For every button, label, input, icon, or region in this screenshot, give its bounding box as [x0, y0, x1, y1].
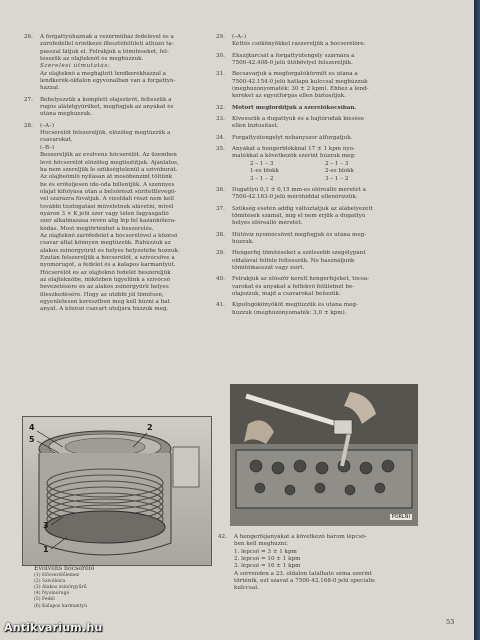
text-line	[216, 153, 416, 160]
step-text: A hengerfejanyákat a következő három lépcső-	[234, 534, 367, 540]
figure-label-3: 3	[43, 521, 49, 530]
step-text: további tisztogatási műveletnek alávetni, mivel	[40, 203, 174, 210]
text-line	[24, 49, 210, 56]
step-number: 40.	[216, 276, 225, 283]
text-line	[24, 174, 210, 181]
step-text: Hócserélőt és az olajteknő fedelét beszereljük	[40, 269, 171, 276]
text-line	[24, 167, 210, 174]
step-text: Ezután felszereljük a hócserélőt, a szivócsöve a	[40, 254, 175, 261]
text-line	[216, 258, 416, 265]
text-line	[24, 41, 210, 48]
step-text: A forgattyúháznak a vezérműház fedelével és a	[40, 34, 174, 40]
text-line	[216, 41, 416, 48]
text-line	[24, 85, 210, 92]
step-text: 7500-42.408-0 jelű ütőbövlyel felszereljük.	[232, 60, 353, 67]
step-text: az olajteknőbe, miközben ügyelünk a szivócső	[40, 277, 171, 283]
step-line	[216, 71, 416, 78]
step-text: húzzuk.	[232, 238, 254, 245]
step-text: 7500-42.163-0 jelű mérőhiddal ellenőrizzük.	[232, 194, 358, 201]
step-text: csavar által könnyen megtűzzük. Ráhúzzuk az	[40, 240, 171, 247]
step-text: tömítőmasszát vagy zsírt.	[232, 264, 305, 271]
step-text: egyenletesen keresztben meg kell húzni a bat	[40, 299, 170, 306]
step-text: be és erőteljesen ide-oda billentjük. A szennyes	[40, 181, 175, 188]
step-text: (meghúzónyomaték: 30 ± 2 kpm). Ehhez a lend-	[232, 86, 369, 93]
text-line	[216, 291, 416, 298]
step-text: olajat kifolyása után a belsőrészt sűrítettlevegő-	[40, 188, 177, 195]
step-text: (–A–)	[40, 122, 54, 129]
step-text: Kipufogókönyököt megtűzzük és utána meg-	[232, 302, 358, 309]
text-line	[216, 213, 416, 220]
step-text: nyáron 3 × K jelű szer vagy télen fagyásgátló	[40, 210, 169, 217]
step-line	[216, 53, 416, 60]
step-text: húzzuk (meghúzónyomaték: 3,0 ± kpm).	[232, 309, 347, 316]
step-text: olajozzuk, majd a csavarokat beüzzük.	[232, 290, 341, 297]
step-text: utána meghúzzuk.	[40, 111, 92, 118]
text-line	[24, 71, 210, 78]
step-text: bevezetésére és az alakos zsinórgyűrű helyes	[40, 284, 169, 291]
figure-legend	[34, 566, 94, 610]
step-42-block	[218, 534, 375, 593]
legend-item: (4) Nyomórugó	[34, 591, 70, 597]
table-cell: 2 – 1 – 3	[250, 160, 274, 167]
left-column	[24, 34, 210, 314]
book-edge	[474, 0, 480, 640]
legend-item: (5) Fedél	[34, 597, 55, 603]
step-line	[24, 34, 210, 41]
text-line	[218, 571, 375, 578]
step-text: 3. lépcső = 16 ± 1 kpm	[234, 563, 301, 570]
text-line	[216, 60, 416, 67]
text-line	[24, 137, 210, 144]
table-cell: 3 – 1 – 2	[250, 175, 274, 182]
step-text: vel szárazra fúvatjuk. A vízoldali részt nem kell	[40, 196, 174, 203]
step-line	[24, 97, 210, 104]
legend-items	[34, 573, 94, 610]
step-text: Az olajbeömlő nyílásán át mosóbenzint töltünk	[40, 174, 173, 181]
step-text: Az olajteknő zárófedelet a hócserélővel a közéső	[40, 232, 178, 239]
text-line	[216, 79, 416, 86]
text-line	[218, 556, 375, 563]
step-text: anyát. A közéső csavart utoljára húzzuk meg.	[40, 306, 169, 313]
heat-exchanger-drawing	[23, 417, 211, 565]
text-line	[216, 284, 416, 291]
section-subheading: Szerelési útmutatás:	[40, 63, 111, 70]
text-line	[216, 86, 416, 93]
step-text: 1. lépcső = 3 ± 1 kpm	[234, 548, 297, 555]
text-line	[24, 145, 210, 152]
step-line	[216, 276, 416, 283]
text-line	[216, 310, 416, 317]
legend-title: Evolvens hőcserélő	[34, 565, 95, 572]
step-text: helyes előreálló méretét.	[232, 220, 303, 227]
step-text: Behelyezzük a komplett olajszűrőt, felteszük a	[40, 96, 172, 103]
step-text: lendkerék-oldalon egyvonalban van a forgattyú-	[40, 78, 176, 85]
watermark-logo: Antikvarium.hu	[4, 621, 103, 634]
text-line	[218, 563, 375, 570]
step-text: házzal.	[40, 85, 60, 92]
step-line	[216, 116, 416, 123]
text-line	[24, 306, 210, 313]
step-text: Becsavarjuk a megforgatókörmöt és utána a	[232, 71, 358, 78]
step-text: ha nem szereljük le szükségtelenül a szivóburát.	[40, 166, 178, 173]
step-text: Kivesszük a dugattyúk és a hajtórudak kiesése	[232, 116, 365, 123]
step-text: Beszereljük az evolvens hőcserélőt. Az üzemben	[40, 152, 177, 159]
step-text: alakos zsinórgyűrűt és helyes helyzetébe hozzuk.	[40, 247, 180, 254]
text-line	[24, 152, 210, 159]
step-text: (–B–)	[40, 144, 55, 151]
text-line	[24, 182, 210, 189]
text-line	[24, 240, 210, 247]
figure-label-1: 1	[43, 545, 49, 554]
step-text: varokat és anyákat a felfekvő felületnél be-	[232, 283, 355, 290]
step-number: 35.	[216, 146, 225, 153]
text-line	[24, 111, 210, 118]
step-text: Szükség esetén addig változtatjuk az alábelyezett	[232, 205, 373, 212]
step-number: 27.	[24, 96, 33, 103]
text-line	[24, 255, 210, 262]
step-text: Motort megfordítjuk a szerelőkocsiban.	[232, 104, 357, 111]
step-text: Hócserélőt felszereljük, előzőleg megtűzzük a	[40, 130, 171, 137]
step-text: lévő hőcserélőt előzőleg megtisztítjuk. Ajánlatos,	[40, 159, 179, 166]
figure-label-2: 2	[147, 423, 153, 432]
table-row	[250, 168, 400, 175]
step-line	[218, 534, 375, 541]
step-text: illeszkedésére. Hogy az utóbbi jól tömítsen,	[40, 291, 164, 298]
table-cell: 2 – 1 – 3	[325, 160, 349, 167]
step-number: 41.	[216, 302, 225, 309]
step-number: 30.	[216, 52, 225, 59]
step-text: rugós alátétgyűrűket, megfogjuk az anyákat és	[40, 104, 174, 111]
step-text: oldalával felfelé feltesszük. Ne használjunk	[232, 257, 355, 264]
text-line	[24, 130, 210, 137]
step-number: 31.	[216, 71, 225, 78]
legend-item: (6) Kalapos karmantyú	[34, 603, 88, 609]
step-number: 28.	[24, 122, 33, 129]
step-text: Az olajteknő a meghajtott lendkerékházzal a	[40, 70, 166, 77]
step-text: Dugattyú 0,1 ± 0,15 mm-es előreálló méretét a	[232, 186, 366, 193]
text-line	[24, 160, 210, 167]
text-line	[24, 226, 210, 233]
text-line	[24, 284, 210, 291]
step-text: kulccsal.	[234, 585, 259, 592]
text-line	[24, 211, 210, 218]
table-cell: 2-es blokk	[325, 168, 354, 175]
text-line	[24, 292, 210, 299]
step-number: 33.	[216, 116, 225, 123]
step-line	[216, 135, 416, 142]
step-line	[216, 187, 416, 194]
page-number: 53	[446, 618, 455, 626]
text-line	[24, 262, 210, 269]
step-text: keréket az egyutforgás ellen biztosítjuk.	[232, 93, 346, 100]
text-line	[216, 194, 416, 201]
step-text: 2. lépcső = 10 ± 1 kpm	[234, 556, 301, 563]
step-number: 32.	[216, 104, 225, 111]
step-number: 29.	[216, 34, 225, 40]
step-text: szer alkalmazása révén alig lép fel kazánkőlera-	[40, 218, 177, 225]
step-text: (–A–)	[232, 34, 246, 40]
step-text: csavarokat.	[40, 137, 73, 144]
table-cell: 3 – 1 – 2	[325, 175, 349, 182]
step-line	[216, 34, 416, 41]
legend-item: (2) Szivóbúra	[34, 578, 66, 584]
step-text: tesszük az olajteknőt és meghúzzuk.	[40, 56, 144, 63]
step-number: 38.	[216, 231, 225, 238]
text-line	[216, 123, 416, 130]
step-line	[216, 302, 416, 309]
text-line	[24, 270, 210, 277]
text-line	[218, 585, 375, 592]
step-text: tömítések számát, míg el nem érjük a dugattyú	[232, 212, 366, 219]
step-text: Kettős csőkönyökkel rászereljük a hócserélőre.	[232, 41, 366, 48]
text-line	[24, 233, 210, 240]
table-row	[250, 161, 400, 168]
text-line	[24, 104, 210, 111]
step-text: Felrakjuk az először kerelt hengerfejeket, tócsa-	[232, 276, 370, 283]
step-line	[216, 250, 416, 257]
heat-exchanger-figure	[22, 416, 212, 566]
step-line	[216, 206, 416, 213]
step-number: 26.	[24, 34, 33, 40]
cylinder-head-photo	[230, 384, 418, 526]
text-line	[24, 56, 210, 63]
legend-item: (1) Hőcserélőlemez	[34, 572, 80, 578]
step-number: 42.	[218, 534, 227, 540]
step-line	[216, 146, 416, 153]
step-text: zárófedéllel érintkező illesztőfelületi áthúzó ta-	[40, 41, 174, 48]
step-text: ben kell meghúzni:	[234, 541, 288, 548]
text-line	[24, 248, 210, 255]
step-number: 36.	[216, 186, 225, 193]
text-line	[216, 220, 416, 227]
text-line	[24, 189, 210, 196]
step-number: 34.	[216, 134, 225, 141]
bank-order-table	[250, 161, 400, 183]
step-text: A sorrenden a 23. oldalon található séma szerint	[234, 570, 372, 577]
text-line	[24, 277, 210, 284]
step-text: Ékszíjtárcsát a forgattyútengely szárnára a	[232, 52, 355, 59]
step-line	[216, 105, 416, 112]
step-text: történik, ezt szavat a 7500-42.168-0 jelű speciális	[234, 578, 375, 585]
text-line	[24, 204, 210, 211]
text-line	[218, 541, 375, 548]
photo-tag: PORLNI	[391, 514, 410, 520]
step-text: 7500-42.154-0 jelű hatlapú kulccsal meghúzzuk	[232, 78, 368, 85]
step-text: ellen biztosítást.	[232, 123, 279, 130]
step-text: matékkal a következők szerint húzzuk meg:	[232, 153, 356, 160]
text-line	[216, 265, 416, 272]
step-text: Forgattyútengelyt nebányszor átforgatjuk.	[232, 134, 353, 141]
figure-label-5: 5	[29, 435, 35, 444]
table-cell: 1-es blokk	[250, 168, 279, 175]
engine-photo-drawing	[230, 384, 418, 526]
text-line	[24, 299, 210, 306]
text-line	[218, 549, 375, 556]
text-line	[216, 93, 416, 100]
step-text: passzal látjuk el. Felrakjuk a tömítéseket, fel-	[40, 48, 169, 55]
text-line	[218, 578, 375, 585]
text-line	[24, 78, 210, 85]
step-line	[216, 232, 416, 239]
table-row	[250, 176, 400, 183]
step-text: kódás. Most megtörténhet a beszerelés.	[40, 225, 154, 232]
step-line	[24, 123, 210, 130]
text-line	[24, 218, 210, 225]
step-text: nyomórugót, a fedelet és a kalapos karmantyút.	[40, 262, 176, 269]
legend-item: (3) Alakos zsinórgyűrű	[34, 585, 87, 590]
step-text: Hengerfej tömítéseket a szélesebb szegélypánt	[232, 250, 366, 257]
figure-label-4: 4	[29, 423, 35, 432]
text-line	[216, 239, 416, 246]
text-line	[24, 196, 210, 203]
step-text: Hűtővíz nyomócsövét megfogjuk és utána meg-	[232, 231, 367, 238]
step-text: Anyákat a hengerblokknál 17 ± 1 kpm nyo-	[232, 146, 355, 153]
step-number: 39.	[216, 250, 225, 257]
step-number: 37.	[216, 205, 225, 212]
